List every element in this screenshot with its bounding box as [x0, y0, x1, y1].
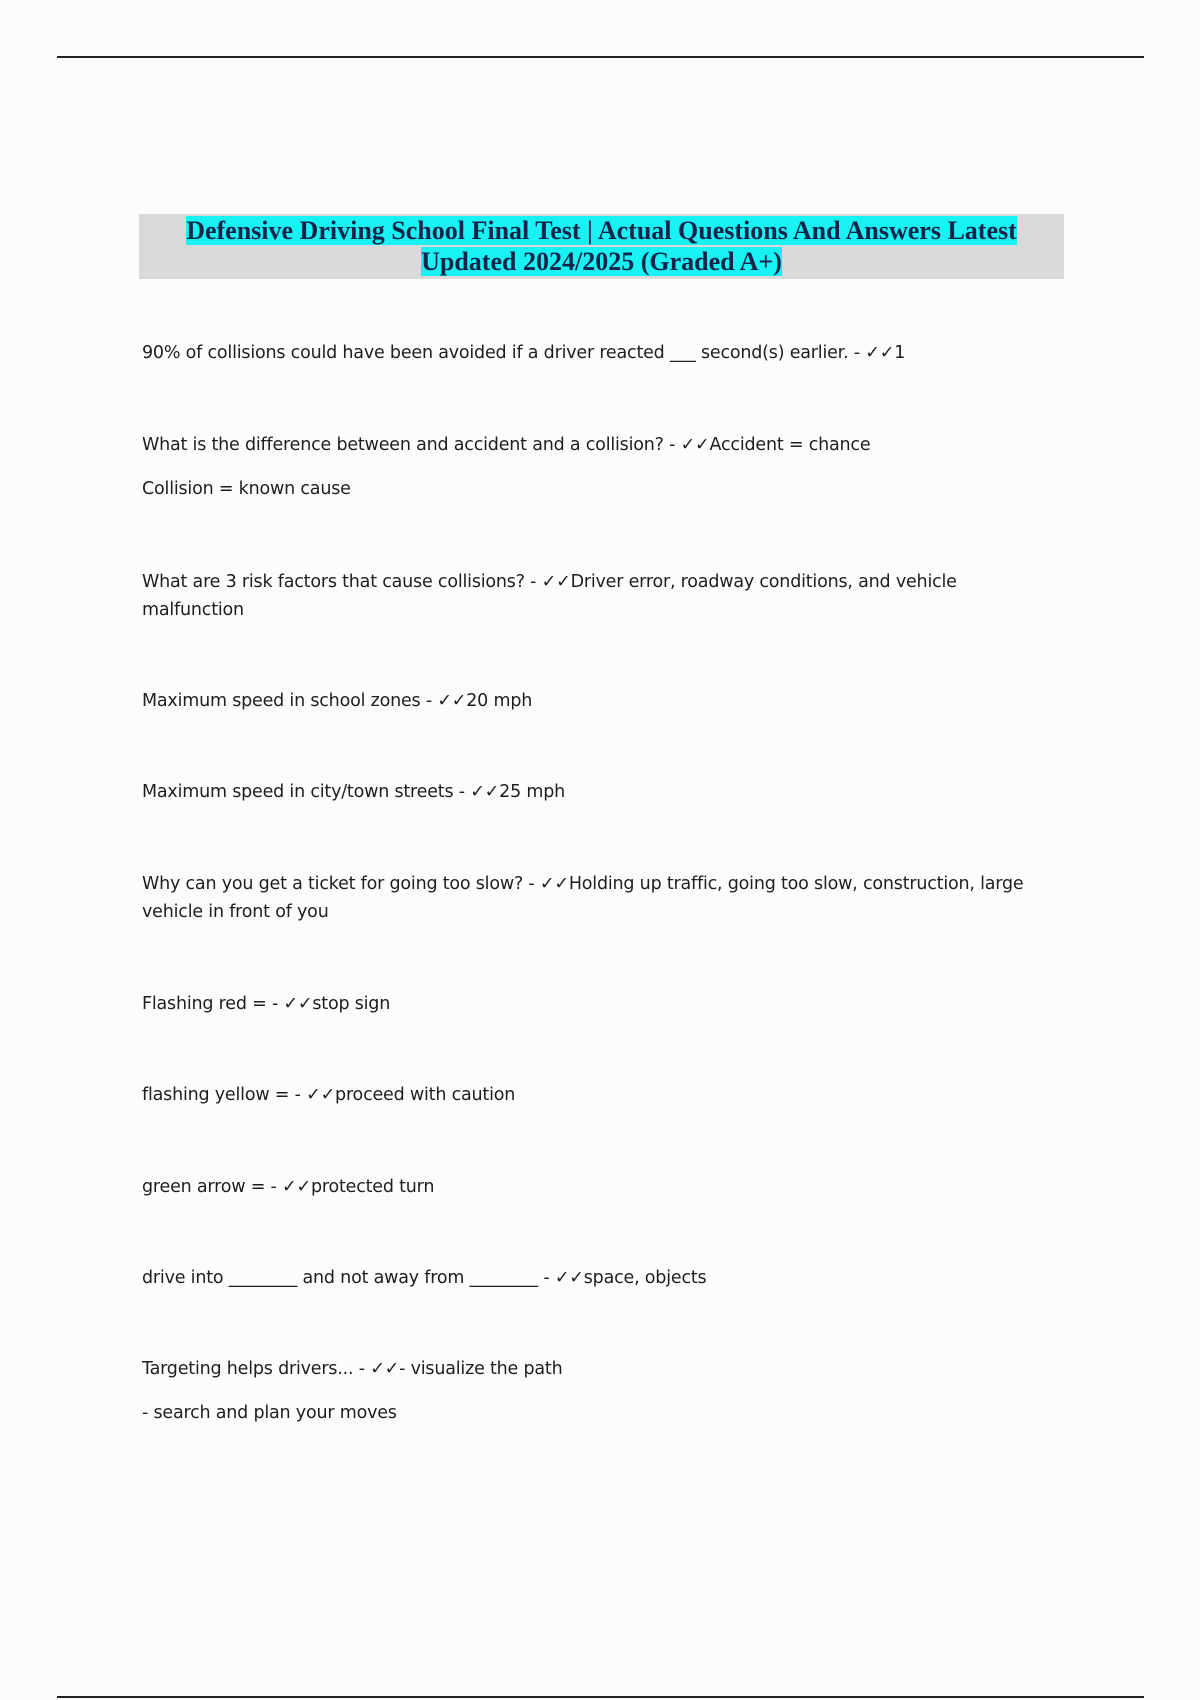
bottom-rule — [57, 1696, 1144, 1698]
title-line-1: Defensive Driving School Final Test | Actual Questions And Answers Latest — [186, 216, 1017, 245]
qa-text: flashing yellow = - ✓✓proceed with caution — [142, 1085, 516, 1105]
qa-text: drive into ________ and not away from ________ - ✓✓space, objects — [142, 1268, 707, 1288]
qa-text: What are 3 risk factors that cause collisions? - ✓✓Driver error, roadway conditions, and vehicle malfunction — [142, 572, 957, 620]
qa-item-5 — [142, 778, 1062, 806]
qa-text: What is the difference between and accident and a collision? - ✓✓Accident = chance — [142, 435, 871, 455]
top-rule — [57, 56, 1144, 58]
qa-item-10 — [142, 1264, 1062, 1292]
qa-text: Flashing red = - ✓✓stop sign — [142, 994, 391, 1014]
qa-item-1 — [142, 339, 1062, 367]
qa-item-3 — [142, 568, 1062, 624]
qa-text: 90% of collisions could have been avoided if a driver reacted ___ second(s) earlier. - ✓✓1 — [142, 343, 906, 363]
qa-item-6 — [142, 870, 1062, 926]
qa-text: green arrow = - ✓✓protected turn — [142, 1177, 435, 1197]
qa-item-9 — [142, 1173, 1062, 1201]
qa-item-7 — [142, 990, 1062, 1018]
qa-item-8 — [142, 1081, 1062, 1109]
qa-text: Why can you get a ticket for going too slow? - ✓✓Holding up traffic, going too slow, construction, large vehicle in front of you — [142, 874, 1024, 922]
qa-continuation: Collision = known cause — [142, 479, 351, 499]
qa-item-2 — [142, 431, 1062, 503]
qa-text: Maximum speed in school zones - ✓✓20 mph — [142, 691, 533, 711]
title-line-2: Updated 2024/2025 (Graded A+) — [421, 247, 782, 276]
qa-item-11 — [142, 1355, 1062, 1427]
document-title — [139, 214, 1064, 279]
qa-continuation: - search and plan your moves — [142, 1403, 397, 1423]
qa-text: Maximum speed in city/town streets - ✓✓25 mph — [142, 782, 566, 802]
qa-item-4 — [142, 687, 1062, 715]
qa-text: Targeting helps drivers... - ✓✓- visualize the path — [142, 1359, 563, 1379]
